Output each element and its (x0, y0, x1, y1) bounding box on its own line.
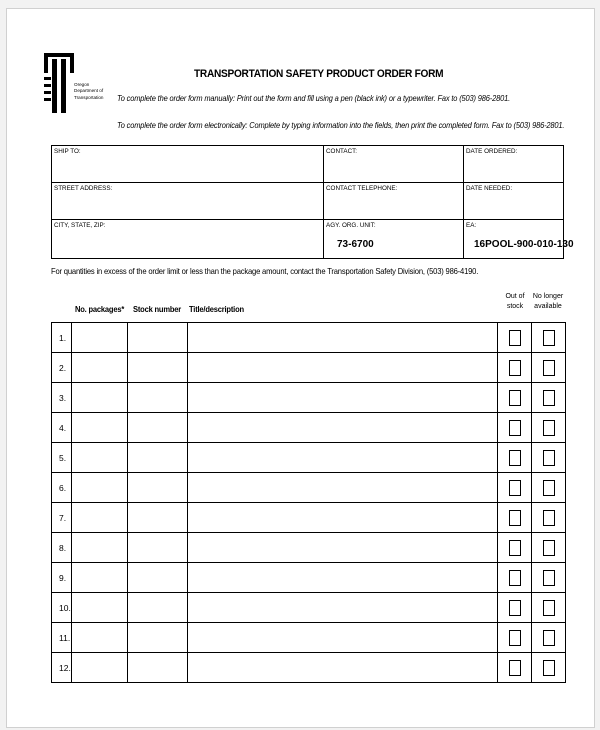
agy-org-unit-field (324, 220, 464, 259)
out-of-stock-checkbox[interactable] (509, 540, 521, 556)
title-cell[interactable] (188, 383, 498, 413)
city-state-zip-field[interactable] (52, 220, 324, 259)
order-row (52, 563, 566, 593)
date-ordered-label: DATE ORDERED: (466, 148, 518, 155)
packages-cell[interactable] (72, 653, 128, 683)
row-number: 3. (52, 383, 72, 413)
stock-number-cell[interactable] (128, 353, 188, 383)
out-of-stock-checkbox[interactable] (509, 480, 521, 496)
packages-cell[interactable] (72, 443, 128, 473)
row-number: 11. (52, 623, 72, 653)
city-state-zip-label: CITY, STATE, ZIP: (54, 222, 106, 229)
order-row (52, 623, 566, 653)
no-longer-available-checkbox[interactable] (543, 660, 555, 676)
out-of-stock-checkbox[interactable] (509, 330, 521, 346)
no-longer-available-cell (532, 563, 566, 593)
no-longer-available-cell (532, 413, 566, 443)
no-longer-available-cell (532, 353, 566, 383)
agy-org-unit-value: 73-6700 (337, 239, 374, 250)
logo-line: Department of (74, 88, 104, 94)
out-of-stock-cell (498, 563, 532, 593)
no-longer-available-checkbox[interactable] (543, 540, 555, 556)
stock-number-cell[interactable] (128, 623, 188, 653)
title-cell[interactable] (188, 653, 498, 683)
contact-telephone-label: CONTACT TELEPHONE: (326, 185, 398, 192)
out-of-stock-checkbox[interactable] (509, 570, 521, 586)
row-number: 10. (52, 593, 72, 623)
row-number: 8. (52, 533, 72, 563)
quantity-note: For quantities in excess of the order limit or less than the package amount, contact the Transportation Safety Division, (503) 986-4190. (51, 267, 479, 276)
out-of-stock-checkbox[interactable] (509, 390, 521, 406)
no-longer-available-checkbox[interactable] (543, 420, 555, 436)
title-cell[interactable] (188, 413, 498, 443)
no-longer-available-checkbox[interactable] (543, 570, 555, 586)
out-of-stock-cell (498, 623, 532, 653)
stock-number-cell[interactable] (128, 323, 188, 353)
row-number: 9. (52, 563, 72, 593)
title-cell[interactable] (188, 593, 498, 623)
no-longer-available-cell (532, 383, 566, 413)
packages-cell[interactable] (72, 383, 128, 413)
packages-cell[interactable] (72, 563, 128, 593)
title-cell[interactable] (188, 563, 498, 593)
out-of-stock-checkbox[interactable] (509, 450, 521, 466)
packages-cell[interactable] (72, 473, 128, 503)
packages-cell[interactable] (72, 413, 128, 443)
no-longer-available-cell (532, 503, 566, 533)
col-header-packages: No. packages* (75, 305, 125, 314)
instruction-manual: To complete the order form manually: Print out the form and fill using a pen (black ink) or a typewriter. Fax to (503) 986-2801. (117, 94, 511, 103)
order-row (52, 383, 566, 413)
out-of-stock-checkbox[interactable] (509, 630, 521, 646)
order-form-page (6, 8, 595, 728)
ship-to-field[interactable] (52, 146, 324, 183)
street-address-label: STREET ADDRESS: (54, 185, 113, 192)
out-of-stock-checkbox[interactable] (509, 420, 521, 436)
date-needed-label: DATE NEEDED: (466, 185, 513, 192)
row-number: 2. (52, 353, 72, 383)
stock-number-cell[interactable] (128, 653, 188, 683)
no-longer-available-checkbox[interactable] (543, 480, 555, 496)
title-cell[interactable] (188, 443, 498, 473)
stock-number-cell[interactable] (128, 593, 188, 623)
no-longer-available-cell (532, 473, 566, 503)
row-number: 12. (52, 653, 72, 683)
contact-label: CONTACT: (326, 148, 358, 155)
out-of-stock-cell (498, 383, 532, 413)
col-header-no-longer: No longer available (532, 293, 564, 310)
order-row (52, 653, 566, 683)
form-title: TRANSPORTATION SAFETY PRODUCT ORDER FORM (194, 68, 444, 80)
stock-number-cell[interactable] (128, 503, 188, 533)
odot-logo-icon (44, 53, 74, 113)
stock-number-cell[interactable] (128, 383, 188, 413)
order-row (52, 533, 566, 563)
out-of-stock-cell (498, 653, 532, 683)
street-address-field[interactable] (52, 183, 324, 220)
out-of-stock-checkbox[interactable] (509, 600, 521, 616)
no-longer-available-cell (532, 533, 566, 563)
no-longer-available-cell (532, 323, 566, 353)
shipping-info-table (51, 145, 574, 259)
date-needed-field[interactable] (464, 183, 564, 220)
date-ordered-field[interactable] (464, 146, 564, 183)
out-of-stock-cell (498, 413, 532, 443)
packages-cell[interactable] (72, 503, 128, 533)
title-cell[interactable] (188, 503, 498, 533)
out-of-stock-cell (498, 473, 532, 503)
packages-cell[interactable] (72, 323, 128, 353)
col-header-title: Title/description (189, 305, 244, 314)
stock-number-cell[interactable] (128, 563, 188, 593)
out-of-stock-cell (498, 443, 532, 473)
order-row (52, 473, 566, 503)
logo-line: Transportation (74, 94, 104, 100)
title-cell[interactable] (188, 623, 498, 653)
no-longer-available-checkbox[interactable] (543, 600, 555, 616)
order-row (52, 443, 566, 473)
no-longer-available-checkbox[interactable] (543, 630, 555, 646)
row-number: 1. (52, 323, 72, 353)
logo-line: Oregon (74, 82, 90, 87)
contact-telephone-field[interactable] (324, 183, 464, 220)
stock-number-cell[interactable] (128, 443, 188, 473)
order-row (52, 593, 566, 623)
no-longer-available-cell (532, 443, 566, 473)
order-items-table (51, 322, 566, 683)
agy-org-unit-label: AGY. ORG. UNIT: (326, 222, 376, 229)
out-of-stock-cell (498, 323, 532, 353)
title-cell[interactable] (188, 323, 498, 353)
no-longer-available-checkbox[interactable] (543, 390, 555, 406)
stock-number-cell[interactable] (128, 473, 188, 503)
packages-cell[interactable] (72, 623, 128, 653)
no-longer-available-cell (532, 623, 566, 653)
out-of-stock-checkbox[interactable] (509, 360, 521, 376)
out-of-stock-cell (498, 593, 532, 623)
order-row (52, 503, 566, 533)
title-cell[interactable] (188, 533, 498, 563)
out-of-stock-cell (498, 533, 532, 563)
no-longer-available-checkbox[interactable] (543, 510, 555, 526)
col-header-out-of-stock: Out of stock (505, 293, 525, 310)
stock-number-cell[interactable] (128, 533, 188, 563)
row-number: 6. (52, 473, 72, 503)
out-of-stock-checkbox[interactable] (509, 510, 521, 526)
no-longer-available-checkbox[interactable] (543, 360, 555, 376)
ea-field (464, 220, 574, 259)
packages-cell[interactable] (72, 593, 128, 623)
order-row (52, 323, 566, 353)
row-number: 7. (52, 503, 72, 533)
no-longer-available-checkbox[interactable] (543, 450, 555, 466)
out-of-stock-cell (498, 353, 532, 383)
no-longer-available-cell (532, 593, 566, 623)
row-number: 5. (52, 443, 72, 473)
packages-cell[interactable] (72, 533, 128, 563)
order-row (52, 413, 566, 443)
contact-field[interactable] (324, 146, 464, 183)
order-row (52, 353, 566, 383)
title-cell[interactable] (188, 353, 498, 383)
packages-cell[interactable] (72, 353, 128, 383)
out-of-stock-checkbox[interactable] (509, 660, 521, 676)
col-header-stock: Stock number (133, 305, 182, 314)
ea-label: EA: (466, 222, 477, 229)
stock-number-cell[interactable] (128, 413, 188, 443)
ea-value: 16POOL-900-010-130 (474, 239, 574, 250)
row-number: 4. (52, 413, 72, 443)
no-longer-available-checkbox[interactable] (543, 330, 555, 346)
instruction-electronic: To complete the order form electronically: Complete by typing information into the fields, then print the completed form. Fax to (503) 986-2801. (117, 121, 565, 130)
out-of-stock-cell (498, 503, 532, 533)
ship-to-label: SHIP TO: (54, 148, 81, 155)
no-longer-available-cell (532, 653, 566, 683)
logo-org-name (74, 82, 103, 101)
title-cell[interactable] (188, 473, 498, 503)
